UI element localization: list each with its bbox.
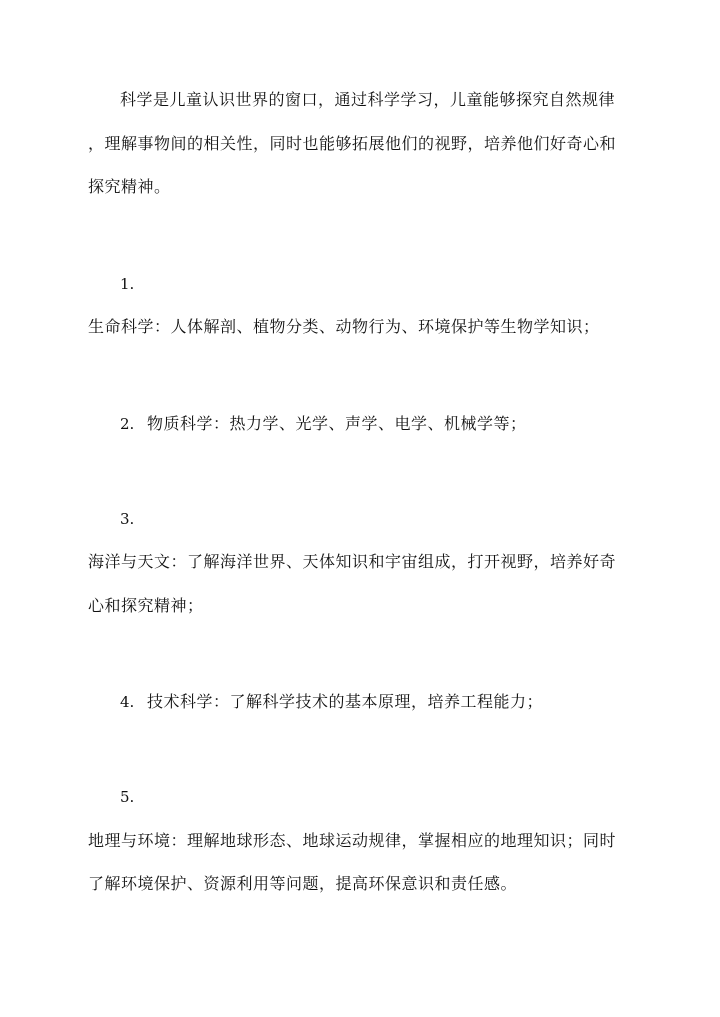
item-4-text: 技术科学：了解科学技术的基本原理，培养工程能力；: [147, 692, 544, 711]
item-1-text: 生命科学：人体解剖、植物分类、动物行为、环境保护等生物学知识；: [88, 317, 600, 336]
item-1-number: 1.: [120, 275, 135, 293]
item-3-text-line-1: 海洋与天文：了解海洋世界、天体知识和宇宙组成，打开视野，培养好奇: [88, 552, 617, 571]
item-3-text-line-2: 心和探究精神；: [88, 596, 204, 615]
item-3-number: 3.: [120, 510, 135, 528]
intro-line-1: 科学是儿童认识世界的窗口，通过科学学习，儿童能够探究自然规律: [120, 90, 616, 109]
item-5-text-line-2: 了解环境保护、资源利用等问题，提高环保意识和责任感。: [88, 874, 518, 893]
item-5-text-line-1: 地理与环境：理解地球形态、地球运动规律，掌握相应的地理知识；同时: [88, 831, 617, 850]
intro-line-3: 探究精神。: [88, 177, 171, 196]
item-2-number: 2.: [120, 415, 135, 433]
item-5-number: 5.: [120, 788, 135, 806]
item-4-number: 4.: [120, 693, 135, 711]
intro-line-2: ，理解事物间的相关性，同时也能够拓展他们的视野，培养他们好奇心和: [88, 134, 617, 153]
item-2-text: 物质科学：热力学、光学、声学、电学、机械学等；: [147, 414, 527, 433]
